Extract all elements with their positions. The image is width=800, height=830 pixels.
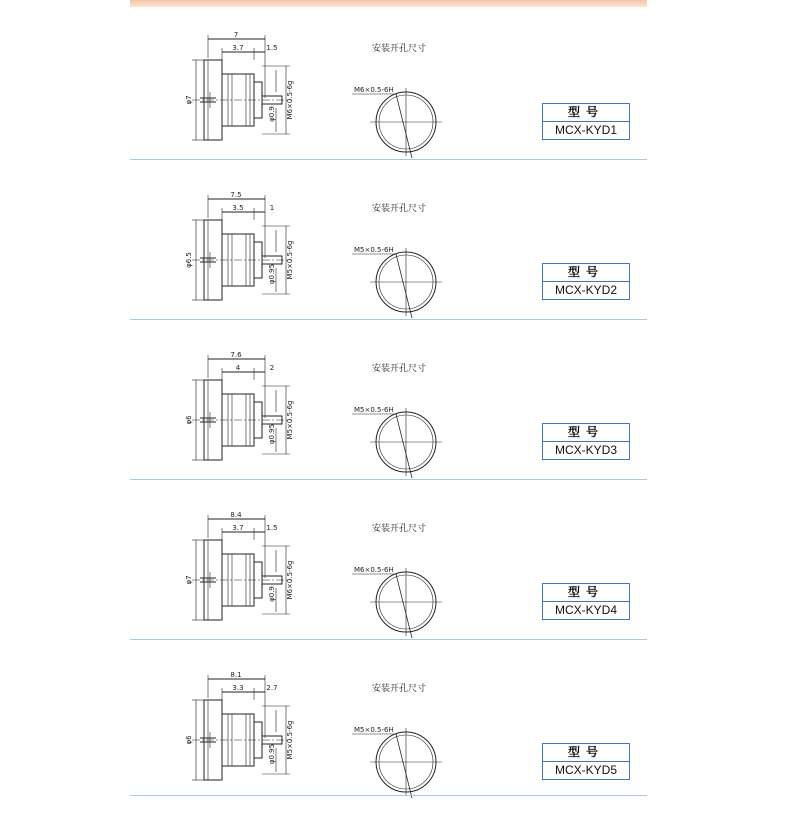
- hole-leader-line: [396, 414, 412, 478]
- mounting-hole-caption: 安装开孔尺寸: [372, 364, 427, 374]
- pin-diameter-label: φ0.9: [268, 586, 276, 602]
- hole-leader-line: [396, 94, 412, 158]
- right-length-label: 1.5: [266, 44, 278, 52]
- connector-drawing: [0, 670, 800, 830]
- hole-leader-line: [396, 574, 412, 638]
- mounting-hole-caption: 安装开孔尺寸: [372, 684, 427, 694]
- mounting-hole-caption: 安装开孔尺寸: [372, 524, 427, 534]
- diameter-label: φ6: [185, 735, 193, 745]
- thread-label: M6×0.5-6g: [286, 80, 294, 120]
- mid-length-label: 3.5: [232, 204, 244, 212]
- model-number: MCX-KYD1: [554, 123, 617, 137]
- hole-leader-line: [396, 254, 412, 318]
- top-accent-bar: [130, 0, 647, 7]
- hole-thread-label: M6×0.5-6H: [354, 566, 394, 574]
- pin-diameter-label: φ0.95: [268, 743, 276, 765]
- diameter-label: φ7: [185, 95, 193, 105]
- section-divider: [130, 159, 647, 160]
- hole-thread-label: M6×0.5-6H: [354, 86, 394, 94]
- mid-length-label: 3.7: [232, 524, 244, 532]
- connector-spec-section: [0, 670, 800, 830]
- section-divider: [130, 479, 647, 480]
- model-number: MCX-KYD5: [554, 763, 617, 777]
- connector-drawing: [0, 30, 800, 190]
- model-box: [542, 583, 630, 620]
- connector-drawing: [0, 350, 800, 510]
- diameter-label: φ6: [185, 415, 193, 425]
- model-label: 型号: [543, 264, 629, 282]
- pin-diameter-label: φ0.95: [268, 423, 276, 445]
- model-label: 型号: [543, 424, 629, 442]
- model-label: 型号: [543, 584, 629, 602]
- diameter-label: φ6.5: [185, 252, 193, 268]
- overall-length-label: 7.6: [230, 351, 242, 359]
- hole-leader-line: [396, 734, 412, 798]
- pin-diameter-label: φ0.9: [268, 106, 276, 122]
- overall-length-label: 8.4: [230, 511, 242, 519]
- connector-drawing: [0, 190, 800, 350]
- mid-length-label: 3.7: [232, 44, 244, 52]
- mid-length-label: 4: [235, 364, 241, 372]
- connector-spec-section: [0, 350, 800, 510]
- diameter-label: φ7: [185, 575, 193, 585]
- hole-thread-label: M5×0.5-6H: [354, 406, 394, 414]
- overall-length-label: 8.1: [230, 671, 242, 679]
- model-box: [542, 743, 630, 780]
- right-length-label: 2: [269, 364, 275, 372]
- connector-spec-section: [0, 510, 800, 670]
- model-label: 型号: [543, 104, 629, 122]
- model-box: [542, 103, 630, 140]
- hole-thread-label: M5×0.5-6H: [354, 246, 394, 254]
- mounting-hole-caption: 安装开孔尺寸: [372, 44, 427, 54]
- section-divider: [130, 795, 647, 796]
- pin-diameter-label: φ0.95: [268, 263, 276, 285]
- thread-label: M5×0.5-6g: [286, 720, 294, 760]
- mounting-hole-caption: 安装开孔尺寸: [372, 204, 427, 214]
- thread-label: M5×0.5-6g: [286, 240, 294, 280]
- connector-spec-section: [0, 30, 800, 190]
- right-length-label: 1: [269, 204, 275, 212]
- right-length-label: 2.7: [266, 684, 278, 692]
- thread-label: M6×0.5-6g: [286, 560, 294, 600]
- model-label: 型号: [543, 744, 629, 762]
- section-divider: [130, 319, 647, 320]
- model-box: [542, 423, 630, 460]
- right-length-label: 1.5: [266, 524, 278, 532]
- overall-length-label: 7: [233, 31, 239, 39]
- model-number: MCX-KYD2: [554, 283, 617, 297]
- mid-length-label: 3.3: [232, 684, 244, 692]
- section-divider: [130, 639, 647, 640]
- hole-thread-label: M5×0.5-6H: [354, 726, 394, 734]
- connector-spec-section: [0, 190, 800, 350]
- connector-drawing: [0, 510, 800, 670]
- thread-label: M5×0.5-6g: [286, 400, 294, 440]
- model-number: MCX-KYD4: [554, 603, 617, 617]
- model-number: MCX-KYD3: [554, 443, 617, 457]
- model-box: [542, 263, 630, 300]
- overall-length-label: 7.5: [230, 191, 242, 199]
